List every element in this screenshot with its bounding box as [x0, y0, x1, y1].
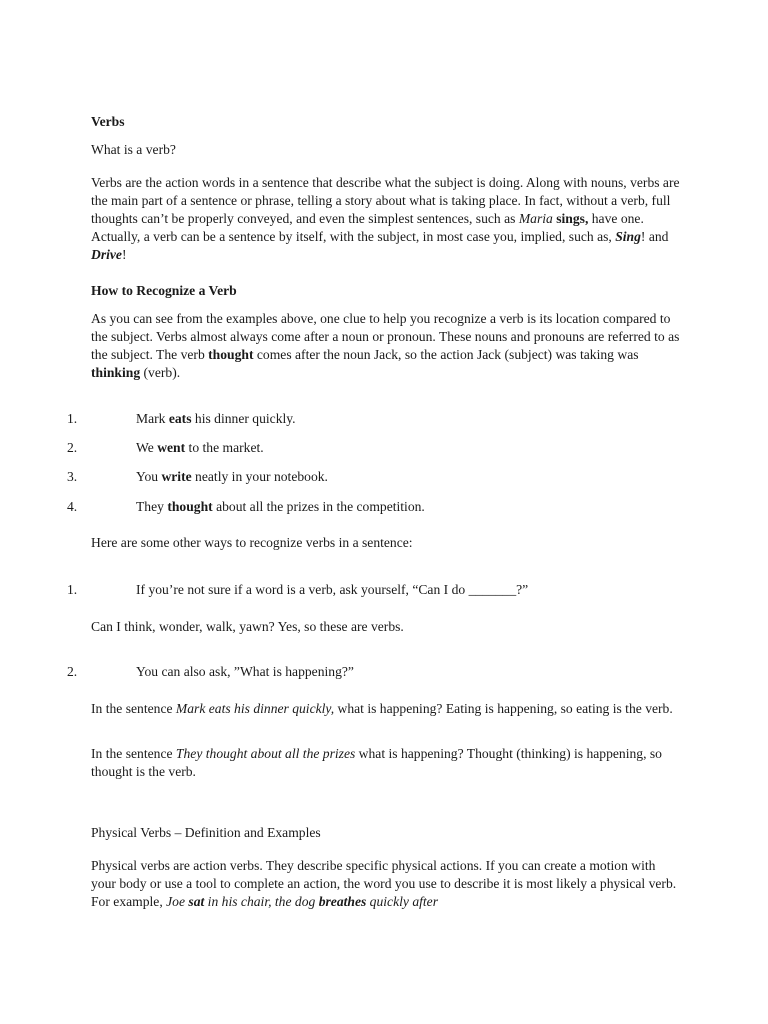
- way-number: 2.: [67, 664, 78, 679]
- way-item: If you’re not sure if a word is a verb, ask yourself, “Can I do _______?”: [136, 582, 529, 597]
- section-heading-verbs: Verbs: [91, 114, 125, 129]
- example-sentence-b: In the sentence They thought about all the prizes what is happening? Thought (thinking) is happening, so thought is the verb.: [91, 746, 662, 779]
- example-item: We went to the market.: [136, 440, 264, 455]
- example-item: You write neatly in your notebook.: [136, 469, 328, 484]
- way-number: 1.: [67, 582, 78, 597]
- example-number: 4.: [67, 499, 78, 514]
- example-number: 1.: [67, 411, 78, 426]
- intro-paragraph: Verbs are the action words in a sentence that describe what the subject is doing. Along with nouns, verbs are the main part of a sentence or phrase, telling a story about what is taking place. In fact, without a verb, full thoughts can’t be properly conveyed, and even the simplest sentences, such as Maria sings, have one. Actually, a verb can be a sentence by itself, with the subject, in most case you, implied, such as, Sing! and Drive!: [91, 175, 680, 262]
- example-item: Mark eats his dinner quickly.: [136, 411, 296, 426]
- physical-verbs-heading: Physical Verbs – Definition and Examples: [91, 825, 321, 840]
- question-text: What is a verb?: [91, 142, 176, 157]
- example-number: 2.: [67, 440, 78, 455]
- example-item: They thought about all the prizes in the competition.: [136, 499, 425, 514]
- example-number: 3.: [67, 469, 78, 484]
- way-answer: Can I think, wonder, walk, yawn? Yes, so these are verbs.: [91, 619, 404, 634]
- recognize-heading: How to Recognize a Verb: [91, 283, 237, 298]
- other-ways-text: Here are some other ways to recognize verbs in a sentence:: [91, 535, 413, 550]
- recognize-paragraph: As you can see from the examples above, one clue to help you recognize a verb is its location compared to the subject. Verbs almost always come after a noun or pronoun. These nouns and pronouns are referred to as the subject. The verb thought comes after the noun Jack, so the action Jack (subject) was taking was thinking (verb).: [91, 311, 680, 380]
- physical-paragraph: Physical verbs are action verbs. They describe specific physical actions. If you can create a motion with your body or use a tool to complete an action, the word you use to describe it is most likely a physical verb. For example, Joe sat in his chair, the dog breathes quickly after: [91, 858, 677, 909]
- example-sentence-a: In the sentence Mark eats his dinner quickly, what is happening? Eating is happening, so eating is the verb.: [91, 701, 673, 716]
- way-item: You can also ask, ”What is happening?”: [136, 664, 354, 679]
